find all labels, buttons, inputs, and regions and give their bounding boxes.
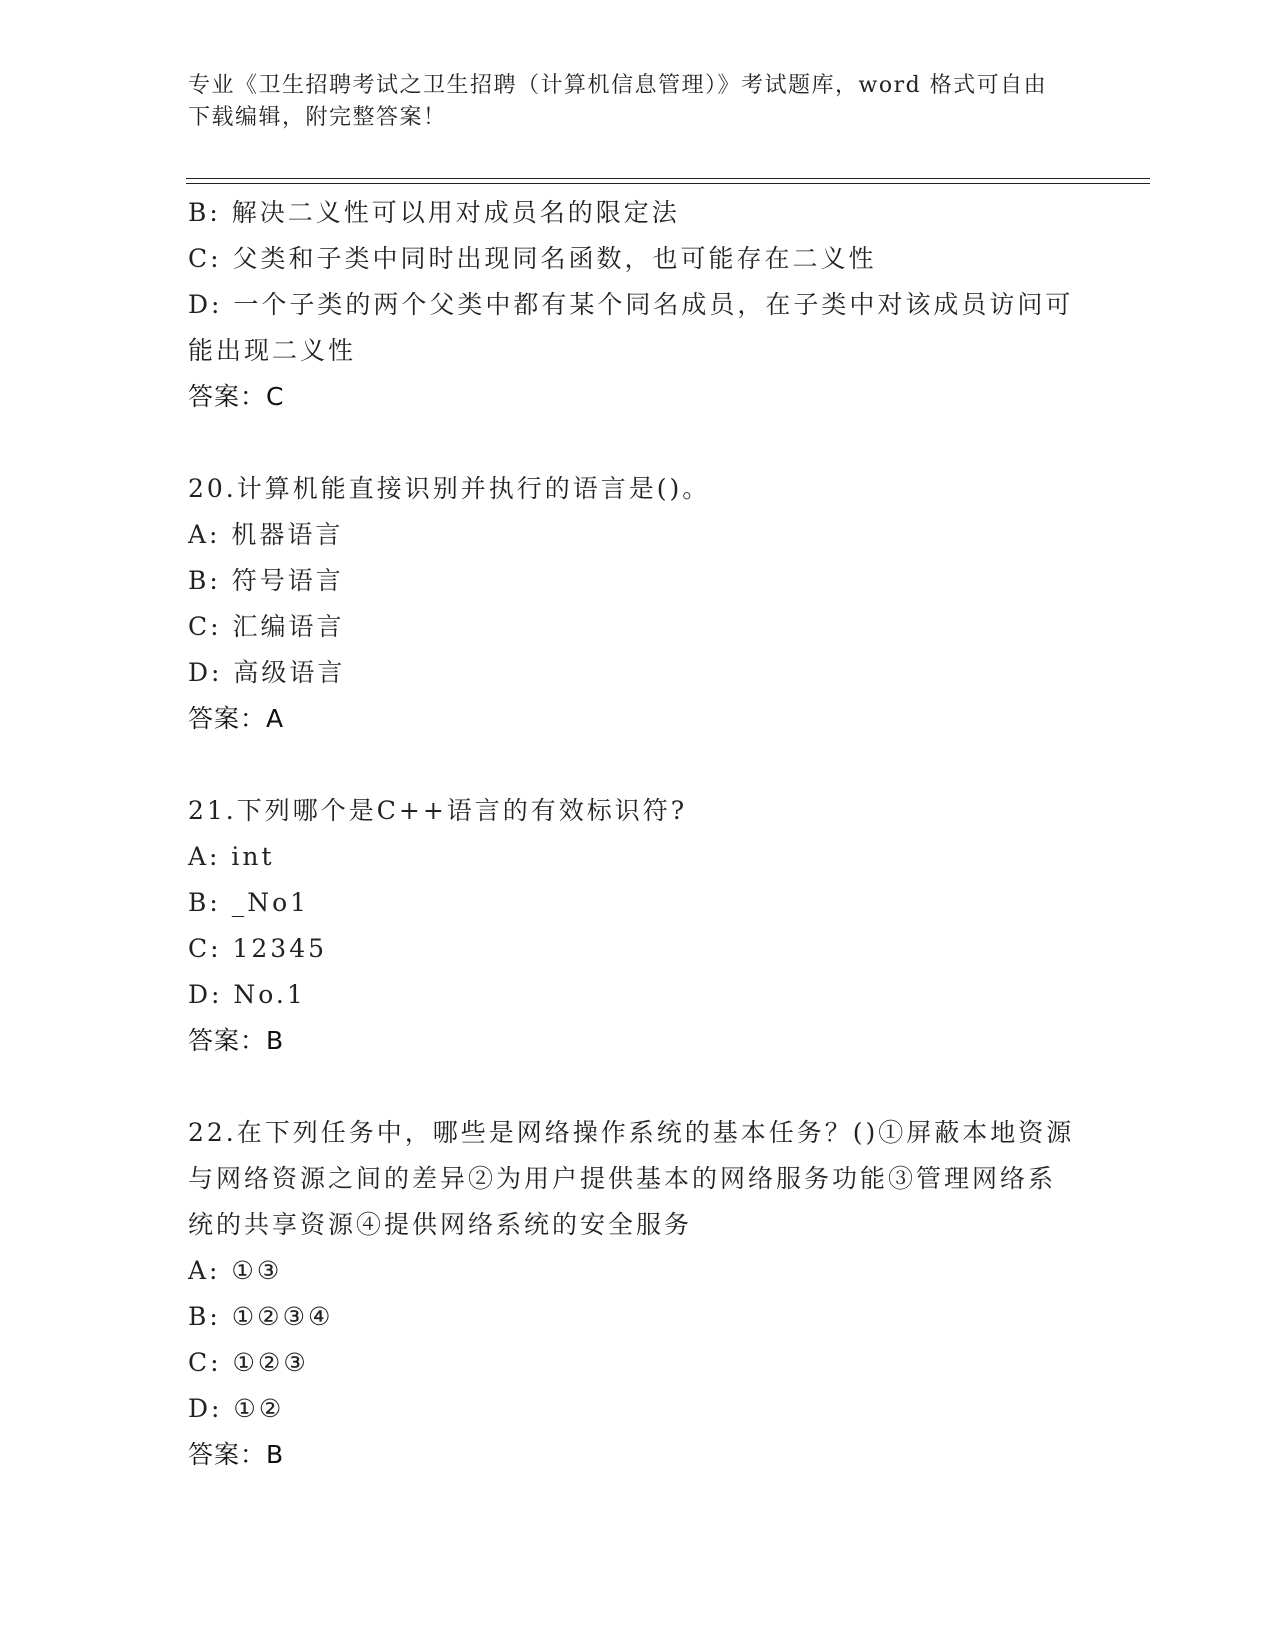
answer-line: 答案：B (188, 1026, 285, 1055)
option-b: B: _No1 (188, 888, 310, 917)
option-c: C: 汇编语言 (188, 612, 345, 641)
option-a: A: 机器语言 (188, 520, 344, 549)
option-b: B: 解决二义性可以用对成员名的限定法 (188, 198, 680, 227)
option-c: C: ①②③ (188, 1348, 309, 1377)
option-a: A: ①③ (188, 1256, 283, 1285)
option-a: A: int (188, 842, 275, 871)
option-b: B: 符号语言 (188, 566, 344, 595)
header-divider-top (186, 178, 1150, 179)
option-d: D: 高级语言 (188, 658, 346, 687)
option-c: C: 12345 (188, 934, 328, 963)
question-22 (188, 1110, 1088, 1478)
answer-line: 答案：C (188, 382, 285, 411)
spacer (188, 420, 1088, 466)
answer-line: 答案：A (188, 704, 285, 733)
spacer (188, 1064, 1088, 1110)
question-stem: 20.计算机能直接识别并执行的语言是()。 (188, 474, 711, 503)
answer-line: 答案：B (188, 1440, 285, 1469)
question-20 (188, 466, 1088, 742)
question-21 (188, 788, 1088, 1064)
option-c: C: 父类和子类中同时出现同名函数，也可能存在二义性 (188, 244, 877, 273)
header-divider-bottom (186, 183, 1150, 184)
question-19-continued (188, 190, 1088, 420)
spacer (188, 742, 1088, 788)
option-d: D: ①② (188, 1394, 285, 1423)
option-d: D: No.1 (188, 980, 306, 1009)
question-list (188, 190, 1088, 1478)
option-b: B: ①②③④ (188, 1302, 334, 1331)
option-d: D: 一个子类的两个父类中都有某个同名成员，在子类中对该成员访问可能出现二义性 (188, 290, 1074, 365)
question-stem: 22.在下列任务中，哪些是网络操作系统的基本任务？()①屏蔽本地资源与网络资源之间的差异②为用户提供基本的网络服务功能③管理网络系统的共享资源④提供网络系统的安全服务 (188, 1118, 1075, 1239)
document-header: 专业《卫生招聘考试之卫生招聘（计算机信息管理）》考试题库，word 格式可自由下载编辑，附完整答案！ (188, 73, 1048, 130)
question-stem: 21.下列哪个是C++语言的有效标识符? (188, 796, 688, 825)
